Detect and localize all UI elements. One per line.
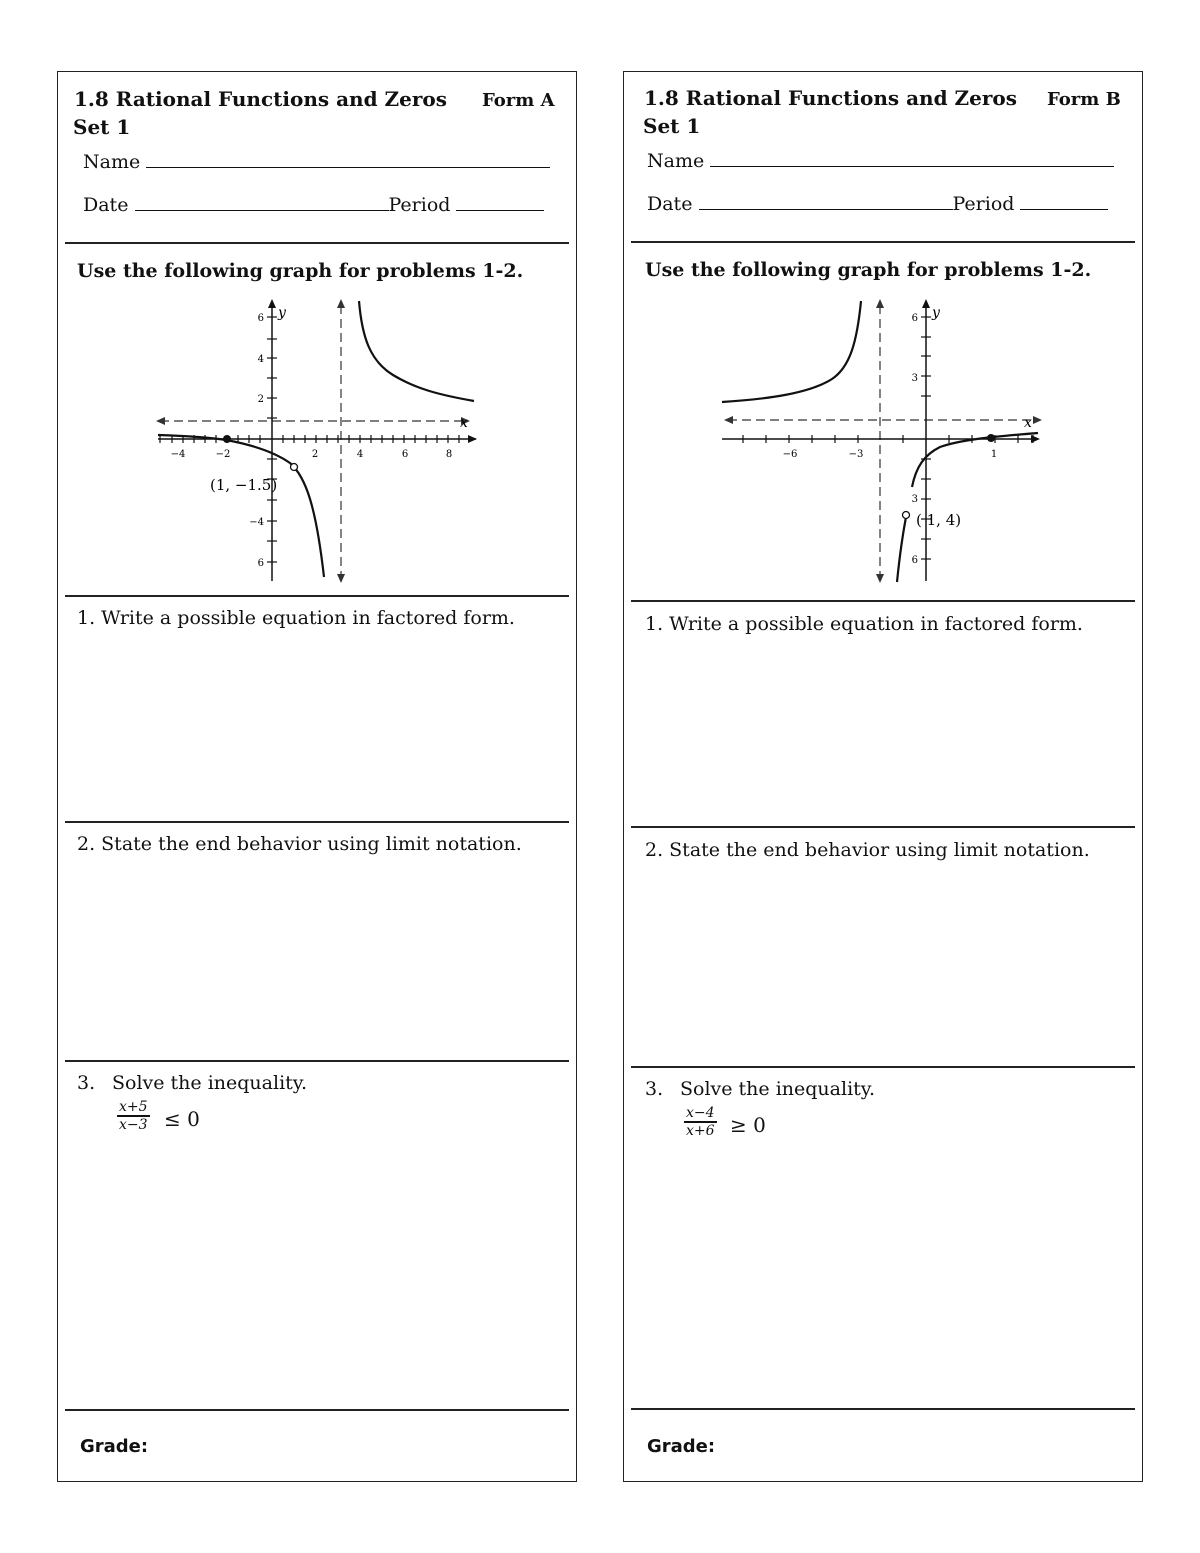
hole-point-label: (1, −1.5) (210, 476, 278, 494)
x-axis-arrow (1031, 435, 1040, 443)
grade-label: Grade: (647, 1436, 716, 1457)
question-1: 1. Write a possible equation in factored form. (645, 613, 1083, 635)
x-tick-label: 4 (356, 449, 364, 460)
asymptote-arrow-left (156, 417, 165, 425)
name-label: Name (647, 150, 705, 172)
form-label: Form A (482, 90, 555, 111)
name-blank[interactable] (710, 146, 1114, 167)
period-label: Period (388, 194, 451, 216)
set-label: Set 1 (643, 114, 701, 138)
question-3-number: 3. (645, 1078, 664, 1100)
date-label: Date (83, 194, 129, 216)
grade-label: Grade: (80, 1436, 149, 1457)
name-label: Name (83, 151, 141, 173)
x-axis-label: x (1024, 415, 1032, 431)
asymptote-arrow-up (337, 299, 345, 308)
period-blank[interactable] (1020, 189, 1108, 210)
x-tick-label: −6 (782, 449, 798, 460)
set-label: Set 1 (73, 115, 131, 139)
x-tick-label: 8 (445, 449, 453, 460)
x-tick-label: 1 (990, 449, 998, 460)
date-period-row (83, 190, 544, 216)
y-axis-arrow (922, 299, 930, 308)
hole-point (291, 464, 298, 471)
y-axis-label: y (278, 305, 286, 321)
form-label: Form B (1047, 89, 1121, 110)
date-label: Date (647, 193, 693, 215)
question-3-number: 3. (77, 1072, 96, 1094)
divider (65, 242, 569, 244)
asymptote-arrow-right (1033, 416, 1042, 424)
hole-point-label: ( 1, 4) (916, 511, 962, 529)
fraction-denominator: x+6 (686, 1123, 715, 1139)
rational-graph-a (148, 297, 478, 587)
divider (631, 826, 1135, 828)
question-3: Solve the inequality. (680, 1078, 876, 1100)
inequality-relation: ≥ 0 (730, 1113, 766, 1137)
curve-right-branch (359, 301, 474, 401)
divider (631, 1408, 1135, 1410)
asymptote-arrow-up (876, 299, 884, 308)
y-tick-label: 6 (257, 558, 264, 569)
hole-point (903, 512, 910, 519)
worksheet-form-a (57, 71, 577, 1482)
date-period-row (647, 189, 1108, 215)
period-blank[interactable] (456, 190, 544, 211)
period-label: Period (952, 193, 1015, 215)
x-tick-label: 6 (401, 449, 409, 460)
y-tick-label: −4 (249, 517, 264, 528)
divider (631, 600, 1135, 602)
curve-left-branch (722, 301, 861, 402)
y-tick-label: 3 (911, 373, 918, 384)
y-axis-label: y (932, 305, 940, 321)
graph-prompt: Use the following graph for problems 1-2. (77, 260, 524, 282)
divider (65, 1060, 569, 1062)
worksheet-title: 1.8 Rational Functions and Zeros (74, 87, 447, 111)
y-tick-label: 6 (911, 555, 918, 566)
question-1: 1. Write a possible equation in factored form. (77, 607, 515, 629)
zero-point (223, 435, 231, 443)
name-blank[interactable] (146, 147, 550, 168)
name-field[interactable] (647, 146, 1114, 172)
inequality-fraction (117, 1099, 150, 1133)
asymptote-arrow-left (724, 416, 733, 424)
curve-lower-branch (897, 512, 907, 582)
divider (65, 1409, 569, 1411)
x-tick-label: −3 (848, 449, 864, 460)
y-tick-label: 3 (911, 494, 918, 505)
rational-graph-b (720, 297, 1050, 587)
divider (631, 1066, 1135, 1068)
name-field[interactable] (83, 147, 550, 173)
inequality-fraction (684, 1105, 717, 1139)
divider (631, 241, 1135, 243)
question-2: 2. State the end behavior using limit notation. (77, 833, 522, 855)
y-tick-label: 2 (257, 394, 264, 405)
y-tick-label: 6 (911, 313, 918, 324)
date-blank[interactable] (135, 190, 389, 211)
x-axis-label: x (460, 415, 468, 431)
asymptote-arrow-down (337, 574, 345, 583)
x-tick-label: −2 (215, 449, 231, 460)
fraction-numerator: x+5 (119, 1099, 148, 1115)
inequality-relation: ≤ 0 (164, 1107, 200, 1131)
x-axis-arrow (468, 435, 477, 443)
y-tick-label: 4 (257, 354, 264, 365)
x-tick-label: −4 (170, 449, 186, 460)
divider (65, 595, 569, 597)
question-3: Solve the inequality. (112, 1072, 308, 1094)
y-tick-label: 6 (257, 313, 264, 324)
date-blank[interactable] (699, 189, 953, 210)
question-2: 2. State the end behavior using limit notation. (645, 839, 1090, 861)
y-axis-arrow (268, 299, 276, 308)
fraction-numerator: x−4 (686, 1105, 715, 1121)
worksheet-form-b (623, 71, 1143, 1482)
zero-point (987, 434, 995, 442)
worksheet-title: 1.8 Rational Functions and Zeros (644, 86, 1017, 110)
x-tick-label: 2 (311, 449, 319, 460)
graph-prompt: Use the following graph for problems 1-2. (645, 259, 1092, 281)
fraction-denominator: x−3 (119, 1117, 148, 1133)
divider (65, 821, 569, 823)
asymptote-arrow-down (876, 574, 884, 583)
